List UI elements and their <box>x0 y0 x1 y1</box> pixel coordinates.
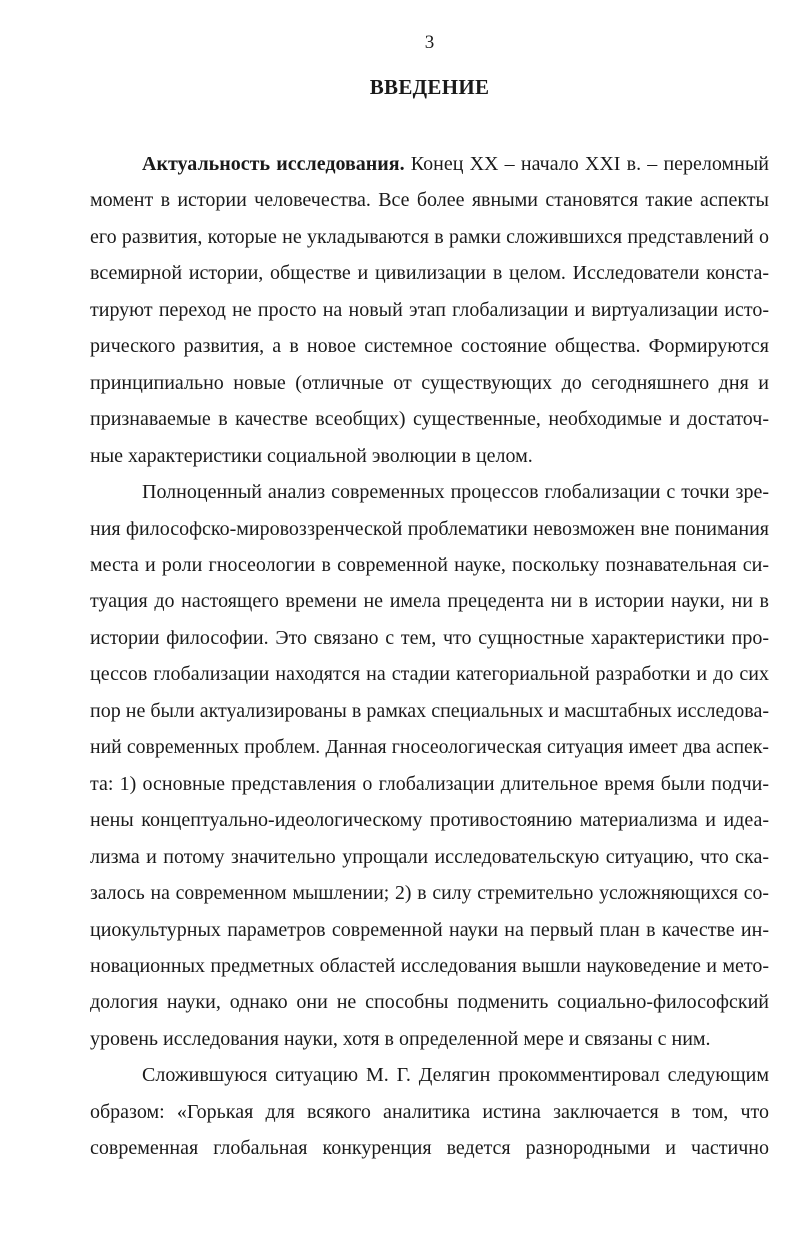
paragraph-relevance <box>90 146 769 474</box>
text-line: рического развития, а в новое системное состояние общества. Формируются <box>90 335 769 358</box>
paragraph-analysis <box>90 474 769 1057</box>
text-line: современная глобальная конкуренция ведется разнородными и частично <box>90 1137 769 1160</box>
body-text <box>90 146 769 1167</box>
paragraph-lead: Актуальность исследования. <box>142 153 405 175</box>
text-line: ные характеристики социальной эволюции в целом. <box>90 444 533 467</box>
text-line: принципиально новые (отличные от существующих до сегодняшнего дня и <box>90 371 769 394</box>
text-line: его развития, которые не укладываются в рамки сложившихся представлений о <box>90 225 769 248</box>
text-line: новационных предметных областей исследования вышли науковедение и мето- <box>90 954 769 977</box>
text-line: признаваемые в качестве всеобщих) существенные, необходимые и достаточ- <box>90 408 769 431</box>
text-line: та: 1) основные представления о глобализации длительное время были подчи- <box>90 772 769 795</box>
text-line: нены концептуально-идеологическому противостоянию материализма и идеа- <box>90 809 769 832</box>
text-line: лизма и потому значительно упрощали исследовательскую ситуацию, что ска- <box>90 845 769 868</box>
paragraph-delyagin <box>90 1057 769 1166</box>
text-line: всемирной истории, обществе и цивилизации в целом. Исследователи конста- <box>90 262 769 285</box>
text-line: цессов глобализации находятся на стадии категориальной разработки и до сих <box>90 663 769 686</box>
text-line: ния философско-мировоззренческой проблематики невозможен вне понимания <box>90 517 769 540</box>
text-line: туация до настоящего времени не имела прецедента ни в истории науки, ни в <box>90 590 769 613</box>
text-line: момент в истории человечества. Все более явными становятся такие аспекты <box>90 189 769 212</box>
text-line: дология науки, однако они не способны подменить социально-философский <box>90 991 769 1014</box>
text-line: тируют переход не просто на новый этап глобализации и виртуализации исто- <box>90 298 769 321</box>
text-line: уровень исследования науки, хотя в определенной мере и связаны с ним. <box>90 1027 711 1050</box>
section-heading: ВВЕДЕНИЕ <box>369 75 490 99</box>
text-line: места и роли гносеологии в современной науке, поскольку познавательная си- <box>90 553 769 576</box>
page-number: 3 <box>424 32 435 53</box>
text-line: ний современных проблем. Данная гносеологическая ситуация имеет два аспек- <box>90 736 769 759</box>
text-line: циокультурных параметров современной науки на первый план в качестве ин- <box>90 918 769 941</box>
text-line: образом: «Горькая для всякого аналитика истина заключается в том, что <box>90 1100 769 1123</box>
text-line: Полноценный анализ современных процессов глобализации с точки зре- <box>142 481 769 504</box>
text-line: Актуальность исследования. Конец XX – начало XXI в. – переломный <box>142 153 770 175</box>
text-line: Сложившуюся ситуацию М. Г. Делягин прокомментировал следующим <box>142 1064 769 1087</box>
text-line: залось на современном мышлении; 2) в силу стремительно усложняющихся со- <box>90 882 769 905</box>
text-line: пор не были актуализированы в рамках специальных и масштабных исследова- <box>90 699 769 722</box>
text-line: истории философии. Это связано с тем, что сущностные характеристики про- <box>90 626 769 649</box>
